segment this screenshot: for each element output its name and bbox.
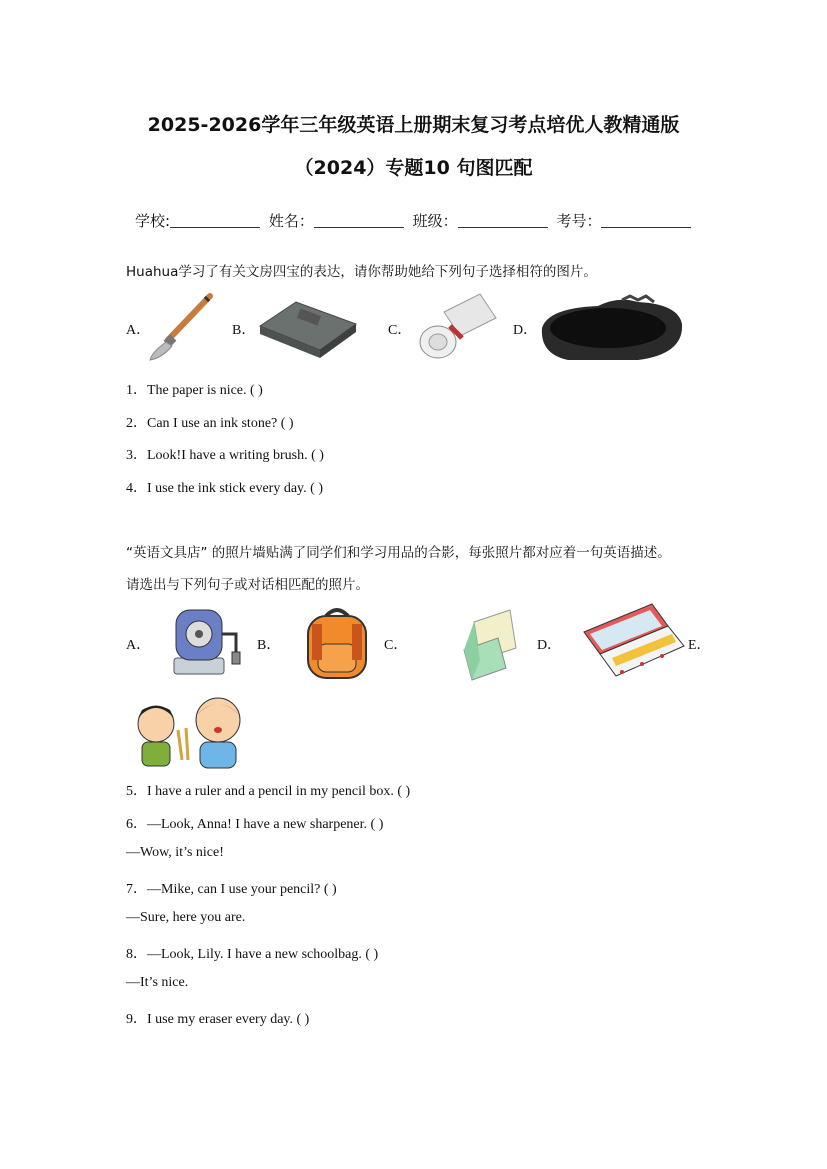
option-e2-label: E．	[688, 638, 711, 653]
section2-intro-line2: 请选出与下列句子或对话相匹配的照片。	[126, 577, 369, 593]
question-8: 8．—Look, Lily. I have a new schoolbag. ( )	[126, 947, 379, 962]
sharpener-image	[170, 606, 246, 676]
option-c-label: C．	[388, 323, 412, 338]
page-title: 2025-2026学年三年级英语上册期末复习考点培优人教精通版	[147, 114, 680, 136]
question-9: 9．I use my eraser every day. ( )	[126, 1012, 310, 1027]
school-label: 学校:	[135, 212, 171, 230]
paper-scroll-image	[416, 292, 498, 364]
question-2: 2．Can I use an ink stone? ( )	[126, 416, 294, 431]
student-info	[135, 210, 695, 231]
name-blank[interactable]	[314, 213, 404, 228]
option-a2-label: A．	[126, 638, 151, 653]
question-7: 7．—Mike, can I use your pencil? ( )	[126, 882, 337, 897]
exam-no-label: 考号：	[556, 212, 602, 230]
question-6: 6．—Look, Anna! I have a new sharpener. ( )	[126, 817, 384, 832]
option-a-label: A．	[126, 323, 151, 338]
option-b-label: B．	[232, 323, 256, 338]
answer-8: —It’s nice.	[126, 975, 189, 990]
question-4: 4．I use the ink stick every day. ( )	[126, 481, 323, 496]
answer-6: —Wow, it’s nice!	[126, 845, 224, 860]
pencil-box-image	[582, 602, 686, 682]
name-label: 姓名：	[268, 212, 314, 230]
class-blank[interactable]	[458, 213, 548, 228]
answer-7: —Sure, here you are.	[126, 910, 246, 925]
school-blank[interactable]	[170, 213, 260, 228]
option-b2-label: B．	[257, 638, 281, 653]
class-label: 班级：	[412, 212, 458, 230]
section2-intro-line1: “英语文具店” 的照片墙贴满了同学们和学习用品的合影，每张照片都对应着一句英语描述。	[126, 545, 671, 561]
question-1: 1．The paper is nice. ( )	[126, 383, 263, 398]
schoolbag-image	[302, 604, 372, 680]
option-c2-label: C．	[384, 638, 408, 653]
option-d-label: D．	[513, 323, 538, 338]
children-image	[126, 690, 250, 770]
ink-stone-image	[538, 294, 684, 364]
eraser-image	[460, 602, 520, 682]
page-subtitle: （2024）专题10 句图匹配	[294, 157, 533, 179]
question-5: 5．I have a ruler and a pencil in my pencil box. ( )	[126, 784, 411, 799]
exam-no-blank[interactable]	[601, 213, 691, 228]
ink-stick-image	[258, 298, 358, 360]
question-3: 3．Look!I have a writing brush. ( )	[126, 448, 324, 463]
writing-brush-image	[148, 292, 216, 362]
section1-intro: Huahua学习了有关文房四宝的表达，请你帮助她给下列句子选择相符的图片。	[126, 264, 597, 280]
option-d2-label: D．	[537, 638, 562, 653]
